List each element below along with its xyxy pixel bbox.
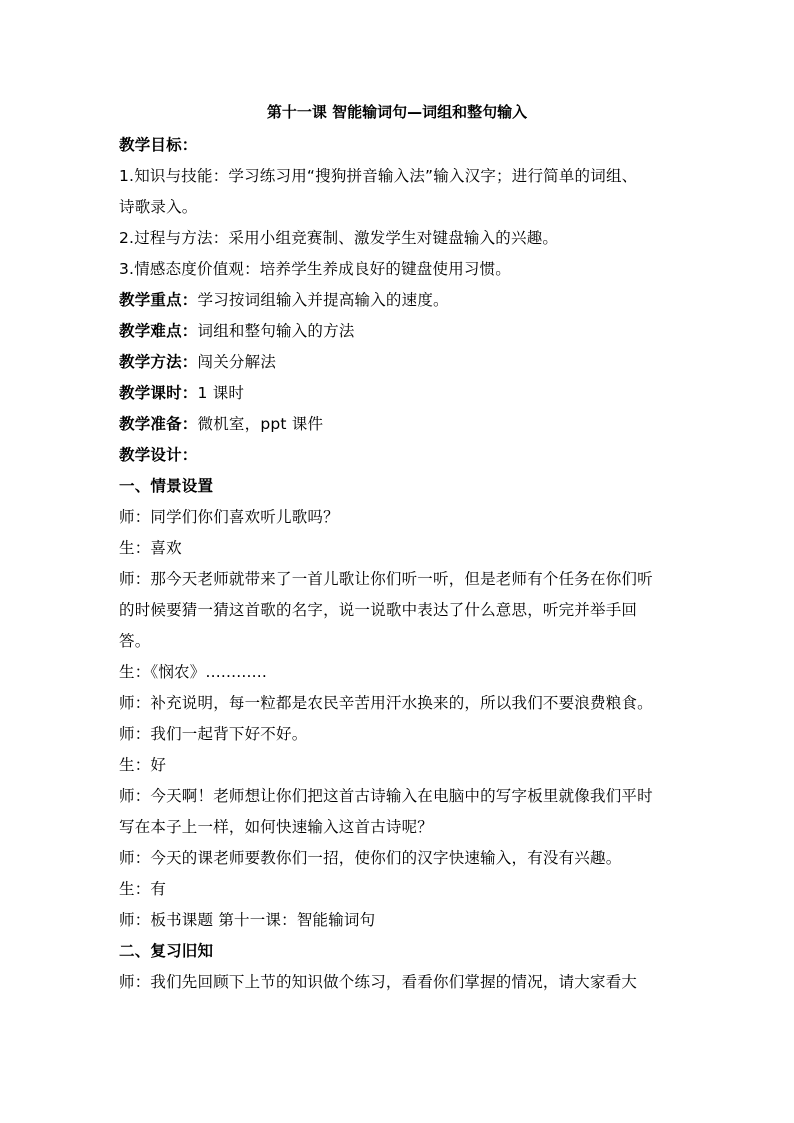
section-2-heading: 二、复习旧知: [119, 942, 214, 960]
method-text: 闯关分解法: [197, 353, 277, 371]
dialogue-line: 生：《悯农》............: [119, 663, 267, 681]
difficulty-text: 词组和整句输入的方法: [197, 322, 355, 340]
objectives-heading: 教学目标：: [119, 136, 198, 154]
design-heading: 教学设计：: [119, 446, 198, 464]
difficulty-label: 教学难点：: [119, 322, 198, 340]
dialogue-line: 写在本子上一样，如何快速输入这首古诗呢？: [119, 818, 434, 836]
dialogue-line: 师：我们一起背下好不好。: [119, 725, 308, 743]
difficulty-line: [119, 320, 355, 342]
prep-line: [119, 413, 323, 435]
hours-label: 教学课时：: [119, 384, 198, 402]
hours-line: [119, 382, 244, 404]
objective-1-line-1: 1.知识与技能：学习练习用“搜狗拼音输入法”输入汉字；进行简单的词组、: [119, 167, 638, 185]
dialogue-line: 生：好: [119, 756, 167, 774]
objective-1-line-2: 诗歌录入。: [119, 198, 198, 216]
method-line: [119, 351, 276, 373]
dialogue-line: 答。: [119, 632, 151, 650]
prep-label: 教学准备：: [119, 415, 198, 433]
section-1-heading: 一、情景设置: [119, 477, 214, 495]
dialogue-line: 师：今天啊！老师想让你们把这首古诗输入在电脑中的写字板里就像我们平时: [119, 787, 653, 805]
prep-text: 微机室，ppt 课件: [197, 415, 324, 433]
method-label: 教学方法：: [119, 353, 198, 371]
dialogue-line: 生：有: [119, 880, 167, 898]
key-point-text: 学习按词组输入并提高输入的速度。: [197, 291, 449, 309]
key-point-label: 教学重点：: [119, 291, 198, 309]
dialogue-line: 师：板书课题 第十一课：智能输词句: [119, 911, 376, 929]
dialogue-line: 师：今天的课老师要教你们一招，使你们的汉字快速输入，有没有兴趣。: [119, 849, 622, 867]
objective-3: 3.情感态度价值观：培养学生养成良好的键盘使用习惯。: [119, 260, 511, 278]
dialogue-line: 师：那今天老师就带来了一首儿歌让你们听一听，但是老师有个任务在你们听: [119, 570, 653, 588]
document-title: 第十一课 智能输词句—词组和整句输入: [266, 103, 528, 121]
objective-2: 2.过程与方法：采用小组竞赛制、激发学生对键盘输入的兴趣。: [119, 229, 559, 247]
dialogue-line: 生：喜欢: [119, 539, 182, 557]
dialogue-line: 师：补充说明，每一粒都是农民辛苦用汗水换来的，所以我们不要浪费粮食。: [119, 694, 653, 712]
dialogue-line: 师：同学们你们喜欢听儿歌吗？: [119, 508, 339, 526]
dialogue-line: 师：我们先回顾下上节的知识做个练习，看看你们掌握的情况，请大家看大: [119, 973, 638, 991]
dialogue-line: 的时候要猜一猜这首歌的名字，说一说歌中表达了什么意思，听完并举手回: [119, 601, 638, 619]
hours-text: 1 课时: [197, 384, 245, 402]
key-point-line: [119, 289, 449, 311]
